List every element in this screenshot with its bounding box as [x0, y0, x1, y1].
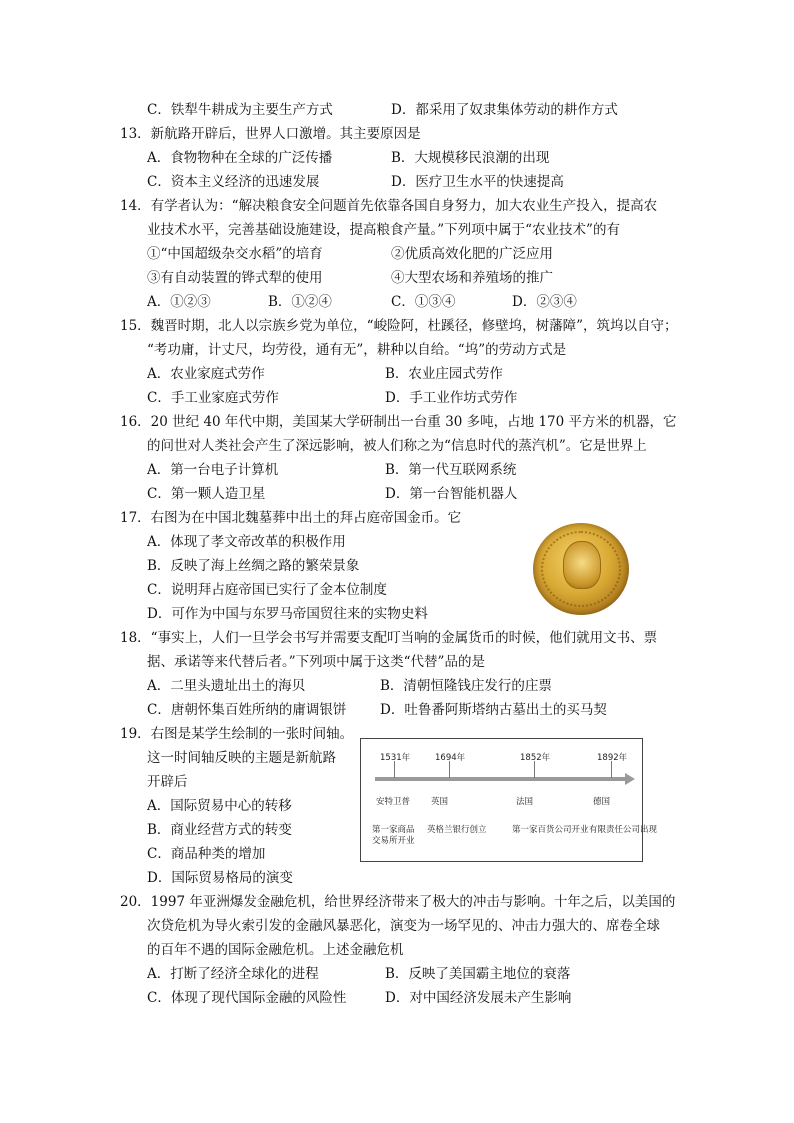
timeline-year: 1694年 — [435, 753, 466, 763]
byzantine-gold-coin-image — [533, 523, 629, 615]
timeline-year: 1852年 — [520, 753, 551, 763]
text-line: ④大型农场和养殖场的推广 — [391, 270, 553, 286]
text-line: C．铁犁牛耕成为主要生产方式 — [147, 102, 333, 118]
text-line: A．食物物种在全球的广泛传播 — [147, 150, 333, 166]
text-line: D．都采用了奴隶集体劳动的耕作方式 — [391, 102, 618, 118]
text-line: A．国际贸易中心的转移 — [147, 798, 292, 814]
text-line: D．手工业作坊式劳作 — [385, 390, 518, 406]
text-line: A．农业家庭式劳作 — [147, 366, 265, 382]
text-line: C．商品种类的增加 — [147, 846, 266, 862]
text-line: D．医疗卫生水平的快速提高 — [391, 174, 564, 190]
text-line: 开辟后 — [147, 774, 188, 790]
text-line: 14．有学者认为：“解决粮食安全问题首先依靠各国自身努力，加大农业生产投入，提高农 — [120, 198, 658, 214]
text-line: 20．1997 年亚洲爆发金融危机，给世界经济带来了极大的冲击与影响。十年之后，以美国的 — [120, 894, 676, 910]
timeline-year: 1892年 — [597, 753, 628, 763]
text-line: D．②③④ — [512, 294, 577, 310]
text-line: C．体现了现代国际金融的风险性 — [147, 990, 347, 1006]
text-line: D．国际贸易格局的演变 — [147, 870, 293, 886]
timeline-arrow-icon — [625, 773, 635, 785]
text-line: 的问世对人类社会产生了深远影响，被人们称之为“信息时代的蒸汽机”。它是世界上 — [147, 438, 647, 454]
text-line: 16．20 世纪 40 年代中期，美国某大学研制出一台重 30 多吨，占地 170 平方米的机器，它 — [120, 414, 677, 430]
text-line: 这一时间轴反映的主题是新航路 — [147, 750, 336, 766]
text-line: B．大规模移民浪潮的出现 — [391, 150, 550, 166]
text-line: C．唐朝怀集百姓所纳的庸调银饼 — [147, 702, 347, 718]
text-line: D．第一台智能机器人 — [385, 486, 518, 502]
text-line: C．①③④ — [391, 294, 456, 310]
text-line: A．打断了经济全球化的进程 — [147, 966, 319, 982]
text-line: A．①②③ — [147, 294, 211, 310]
text-line: A．第一台电子计算机 — [147, 462, 279, 478]
text-line: B．第一代互联网系统 — [385, 462, 517, 478]
text-line: A．体现了孝文帝改革的积极作用 — [147, 534, 346, 550]
timeline-event: 第一家百货公司开业 — [512, 825, 589, 835]
text-line: 的百年不遇的国际金融危机。上述金融危机 — [147, 942, 404, 958]
timeline-year: 1531年 — [380, 753, 411, 763]
text-line: C．手工业家庭式劳作 — [147, 390, 279, 406]
text-line: “考功庸，计丈尺，均劳役，通有无”，耕种以自给。“坞”的劳动方式是 — [147, 342, 567, 358]
timeline-place: 法国 — [516, 797, 534, 807]
text-line: C．第一颗人造卫星 — [147, 486, 266, 502]
text-line: B．①②④ — [268, 294, 332, 310]
text-line: 次贷危机为导火索引发的金融风暴恶化，演变为一场罕见的、冲击力强大的、席卷全球 — [147, 918, 660, 934]
text-line: 19．右图是某学生绘制的一张时间轴。 — [120, 726, 354, 742]
text-line: 业技术水平，完善基础设施建设，提高粮食产量。”下列项中属于“农业技术”的有 — [147, 222, 620, 238]
timeline-event: 英格兰银行创立 — [427, 825, 487, 835]
timeline-figure — [360, 738, 658, 862]
timeline-event: 第一家商品 交易所开业 — [372, 825, 415, 846]
text-line: B．反映了美国霸主地位的衰落 — [385, 966, 571, 982]
text-line: B．农业庄园式劳作 — [385, 366, 503, 382]
text-line: B．清朝恒隆钱庄发行的庄票 — [380, 678, 552, 694]
text-line: C．说明拜占庭帝国已实行了金本位制度 — [147, 582, 387, 598]
timeline-place: 安特卫普 — [376, 797, 411, 807]
text-line: 18．“事实上，人们一旦学会书写并需要支配叮当响的金属货币的时候，他们就用文书、票 — [120, 630, 658, 646]
text-line: C．资本主义经济的迅速发展 — [147, 174, 320, 190]
text-line: D．吐鲁番阿斯塔纳古墓出土的买马契 — [380, 702, 607, 718]
text-line: B．反映了海上丝绸之路的繁荣景象 — [147, 558, 360, 574]
coin-portrait — [563, 541, 601, 589]
text-line: B．商业经营方式的转变 — [147, 822, 292, 838]
text-line: 17．右图为在中国北魏墓葬中出土的拜占庭帝国金币。它 — [120, 510, 462, 526]
text-line: ①“中国超级杂交水稻”的培育 — [147, 246, 323, 262]
timeline-event: 有限责任公司出现 — [589, 825, 658, 835]
text-line: D．对中国经济发展未产生影响 — [385, 990, 572, 1006]
timeline-axis — [375, 777, 625, 781]
text-line: ③有自动装置的铧式犁的使用 — [147, 270, 323, 286]
timeline-place: 英国 — [431, 797, 449, 807]
text-line: 13．新航路开辟后，世界人口激增。其主要原因是 — [120, 126, 421, 142]
text-line: 15．魏晋时期，北人以宗族乡党为单位，“峻险阿，杜蹊径，修壁坞，树藩障”，筑坞以自守； — [120, 318, 678, 334]
text-line: ②优质高效化肥的广泛应用 — [391, 246, 553, 262]
timeline-place: 德国 — [593, 797, 611, 807]
text-line: 据、承诺等来代替后者。”下列项中属于这类“代替”品的是 — [147, 654, 485, 670]
text-line: D．可作为中国与东罗马帝国贸往来的实物史料 — [147, 606, 428, 622]
text-line: A．二里头遗址出土的海贝 — [147, 678, 306, 694]
